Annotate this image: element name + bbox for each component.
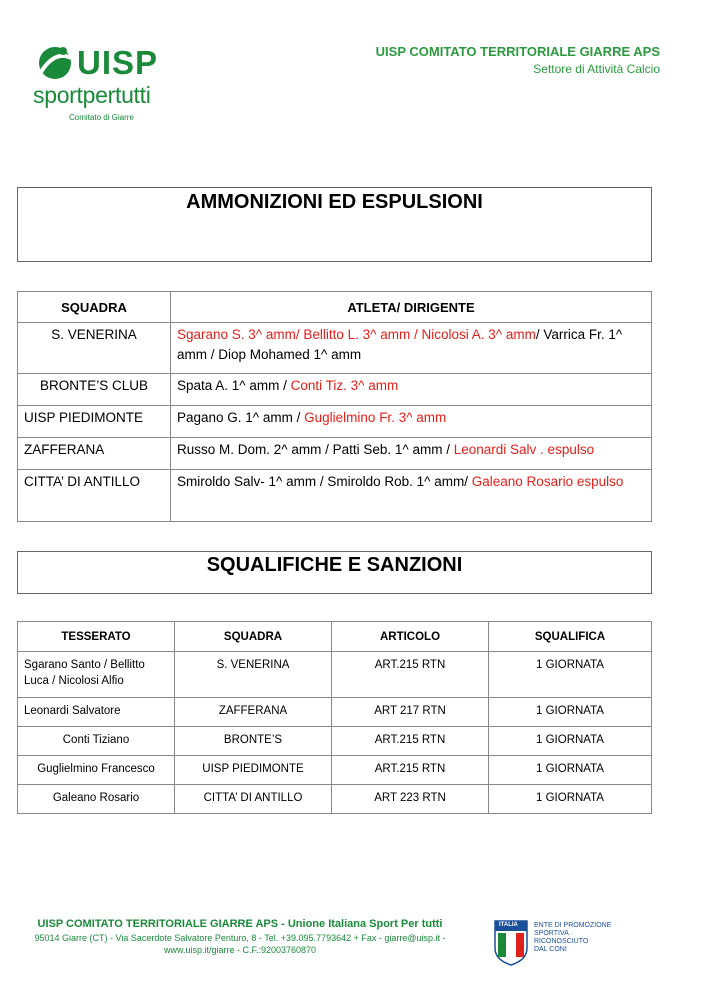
col-header-articolo: ARTICOLO xyxy=(332,622,489,652)
runner-logo-icon xyxy=(33,42,77,84)
footer-org-line: UISP COMITATO TERRITORIALE GIARRE APS - Unione Italiana Sport Per tutti xyxy=(37,918,443,930)
team-cell: S. VENERINA xyxy=(18,323,171,374)
athletes-cell: Russo M. Dom. 2^ amm / Patti Seb. 1^ amm / Leonardi Salv . espulso xyxy=(171,438,652,470)
squalifica-cell: 1 GIORNATA xyxy=(489,727,652,756)
logo-word: UISP xyxy=(77,44,159,81)
articolo-cell: ART.215 RTN xyxy=(332,652,489,698)
articolo-cell: ART 223 RTN xyxy=(332,785,489,814)
squalifiche-table xyxy=(17,621,652,814)
section-title: SQUALIFICHE E SANZIONI xyxy=(206,554,463,576)
squalifica-cell: 1 GIORNATA xyxy=(489,698,652,727)
athletes-cell: Smiroldo Salv- 1^ amm / Smiroldo Rob. 1^ amm/ Galeano Rosario espulso xyxy=(171,470,652,522)
team-cell: UISP PIEDIMONTE xyxy=(18,406,171,438)
org-name: UISP COMITATO TERRITORIALE GIARRE APS xyxy=(375,44,660,59)
tesserato-cell: Leonardi Salvatore xyxy=(18,698,175,727)
table-row xyxy=(18,756,652,785)
articolo-cell: ART.215 RTN xyxy=(332,756,489,785)
squalifica-cell: 1 GIORNATA xyxy=(489,756,652,785)
tesserato-cell: Guglielmino Francesco xyxy=(18,756,175,785)
coni-flag-label: ITALIA xyxy=(499,922,518,928)
squadra-cell: ZAFFERANA xyxy=(175,698,332,727)
section-title: AMMONIZIONI ED ESPULSIONI xyxy=(186,191,483,213)
section-title-box-ammonizioni xyxy=(17,187,652,262)
table-row xyxy=(18,406,652,438)
table-row xyxy=(18,698,652,727)
squadra-cell: BRONTE’S xyxy=(175,727,332,756)
coni-text: ENTE DI PROMOZIONE SPORTIVA RICONOSCIUTO DAL CONI xyxy=(534,922,612,953)
table-row xyxy=(18,438,652,470)
articolo-cell: ART 217 RTN xyxy=(332,698,489,727)
table-header-row xyxy=(18,292,652,323)
organization-header xyxy=(376,44,660,76)
uisp-logo xyxy=(33,40,178,125)
ammonizioni-table xyxy=(17,291,652,522)
col-header-squadra: SQUADRA xyxy=(175,622,332,652)
squalifica-cell: 1 GIORNATA xyxy=(489,785,652,814)
squadra-cell: CITTA’ DI ANTILLO xyxy=(175,785,332,814)
logo-tagline: sportpertutti xyxy=(33,82,151,108)
org-sector: Settore di Attività Calcio xyxy=(533,62,660,76)
articolo-cell: ART.215 RTN xyxy=(332,727,489,756)
tesserato-cell: Galeano Rosario xyxy=(18,785,175,814)
table-row xyxy=(18,323,652,374)
team-cell: CITTA’ DI ANTILLO xyxy=(18,470,171,522)
athletes-cell: Pagano G. 1^ amm / Guglielmino Fr. 3^ amm xyxy=(171,406,652,438)
table-row xyxy=(18,652,652,698)
tesserato-cell: Conti Tiziano xyxy=(18,727,175,756)
col-header-squadra: SQUADRA xyxy=(18,292,171,323)
table-row xyxy=(18,727,652,756)
team-cell: BRONTE’S CLUB xyxy=(18,374,171,406)
athletes-cell: Sgarano S. 3^ amm/ Bellitto L. 3^ amm / Nicolosi A. 3^ amm/ Varrica Fr. 1^ amm / Diop Mohamed 1^ amm xyxy=(171,323,652,374)
logo-subtitle: Comitato di Giarre xyxy=(69,113,134,122)
tesserato-cell: Sgarano Santo / Bellitto Luca / Nicolosi Alfio xyxy=(18,652,175,698)
col-header-atleta: ATLETA/ DIRIGENTE xyxy=(171,292,652,323)
squadra-cell: S. VENERINA xyxy=(175,652,332,698)
team-cell: ZAFFERANA xyxy=(18,438,171,470)
table-row xyxy=(18,470,652,522)
section-title-box-squalifiche xyxy=(17,551,652,594)
squalifica-cell: 1 GIORNATA xyxy=(489,652,652,698)
athletes-cell: Spata A. 1^ amm / Conti Tiz. 3^ amm xyxy=(171,374,652,406)
col-header-squalifica: SQUALIFICA xyxy=(489,622,652,652)
coni-badge xyxy=(494,920,614,968)
footer-address-line: 95014 Giarre (CT) - Via Sacerdote Salvatore Penturo, 8 - Tel. +39.095.7793642 + Fax - giarre@uisp.it - www.uisp.it/giarre - C.F.:92003760870 xyxy=(34,933,446,955)
page-footer xyxy=(0,918,480,956)
squadra-cell: UISP PIEDIMONTE xyxy=(175,756,332,785)
table-header-row xyxy=(18,622,652,652)
table-row xyxy=(18,374,652,406)
table-row xyxy=(18,785,652,814)
col-header-tesserato: TESSERATO xyxy=(18,622,175,652)
